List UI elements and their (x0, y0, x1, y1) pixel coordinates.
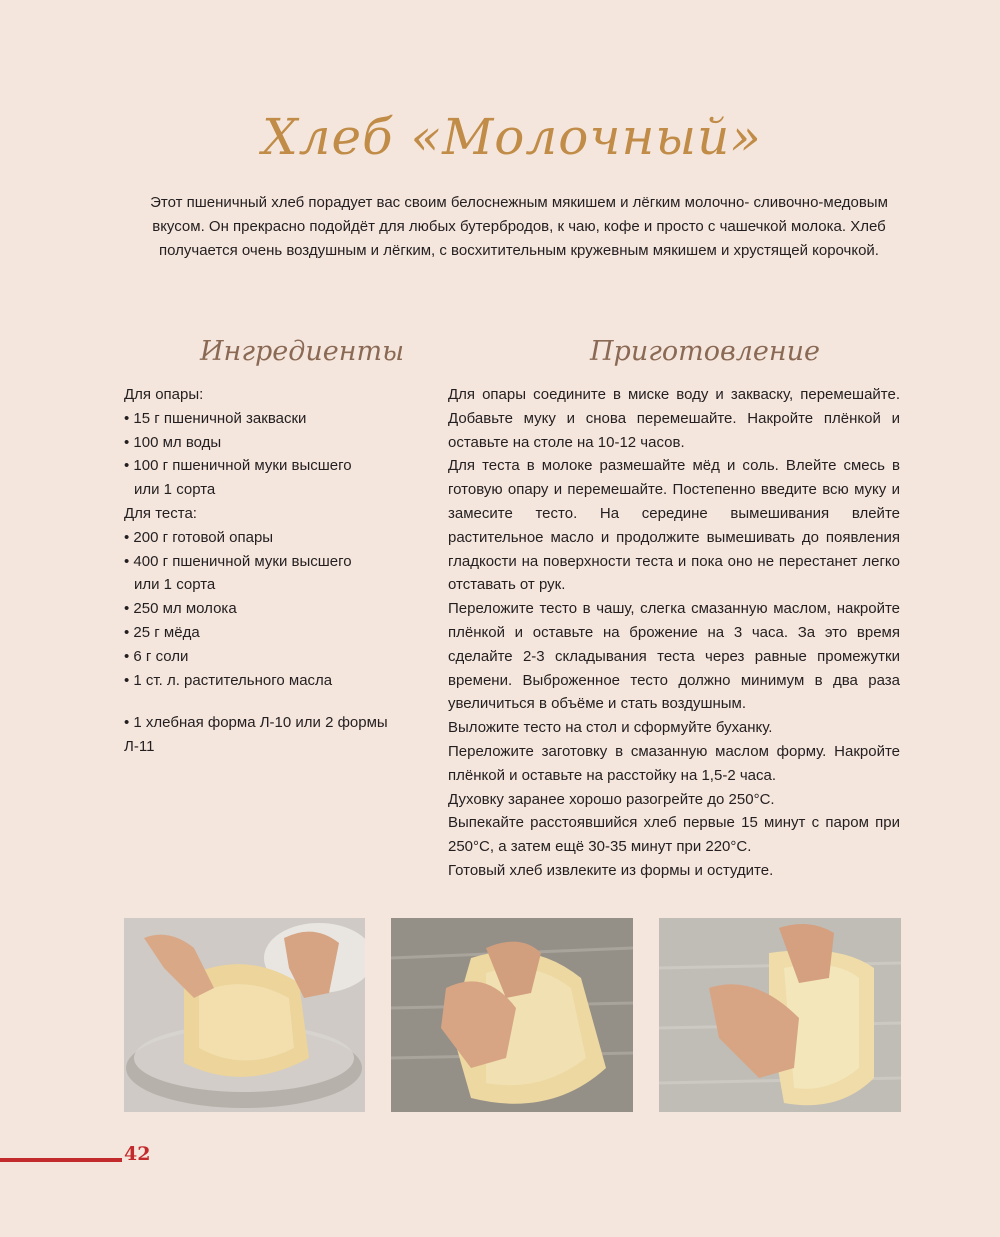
form-item-continuation: Л-11 (124, 738, 155, 756)
ingredients-list (124, 383, 424, 759)
ingredient-item: • 100 г пшеничной муки высшего (124, 457, 352, 475)
starter-label: Для опары: (124, 386, 204, 403)
ingredient-item: • 250 мл молока (124, 600, 237, 618)
photo-kneading-dough (391, 918, 633, 1112)
ingredient-item-continuation: или 1 сорта (134, 481, 216, 499)
photo-shaping-loaf (659, 918, 901, 1112)
method-step: Для опары соедините в миске воду и закваску, перемешайте. Добавьте муку и снова перемешайте. Накройте плёнкой и оставьте на столе на 10-12 часов. (448, 386, 900, 451)
ingredient-item: • 1 ст. л. растительного масла (124, 671, 333, 689)
ingredient-item: • 15 г пшеничной закваски (124, 409, 307, 427)
form-item: • 1 хлебная форма Л-10 или 2 формы (124, 714, 388, 732)
ingredients-heading: Ингредиенты (200, 336, 405, 367)
method-step: Духовку заранее хорошо разогрейте до 250°С. (448, 790, 775, 808)
method-step: Переложите заготовку в смазанную маслом форму. Накройте плёнкой и оставьте на расстойку на 1,5-2 часа. (448, 742, 900, 784)
ingredient-item: • 6 г соли (124, 647, 189, 665)
ingredient-item: • 400 г пшеничной муки высшего (124, 552, 352, 570)
method-step: Выпекайте расстоявшийся хлеб первые 15 минут с паром при 250°С, а затем ещё 30-35 минут при 220°С. (448, 814, 900, 856)
ingredient-item: • 100 мл воды (124, 433, 222, 451)
footer-accent-line (0, 1158, 122, 1162)
spacer (124, 692, 424, 711)
recipe-intro: Этот пшеничный хлеб порадует вас своим белоснежным мякишем и лёгким молочно- сливочно-медовым вкусом. Он прекрасно подойдёт для любых бутербродов, к чаю, кофе и просто с чашечкой молока. Хлеб получается очень воздушным и лёгким, с восхитительным кружевным мякишем и хрустящей корочкой. (150, 194, 888, 259)
method-step: Переложите тесто в чашу, слегка смазанную маслом, накройте плёнкой и оставьте на брожение на 3 часа. За это время сделайте 2-3 складывания теста через равные промежутки времени. Выброженное тесто должно минимум в два раза увеличиться в объёме и стать воздушным. (448, 600, 900, 713)
ingredient-item-continuation: или 1 сорта (134, 576, 216, 594)
method-heading: Приготовление (590, 336, 821, 367)
method-step: Выложите тесто на стол и сформуйте буханку. (448, 719, 773, 737)
recipe-title: Хлеб «Молочный» (262, 108, 762, 166)
method-text (448, 383, 900, 883)
photo-stretching-dough-in-bowl (124, 918, 365, 1112)
ingredient-item: • 200 г готовой опары (124, 528, 274, 546)
method-step: Готовый хлеб извлеките из формы и остудите. (448, 861, 774, 879)
page-number: 42 (124, 1143, 151, 1165)
dough-label: Для теста: (124, 504, 197, 522)
ingredient-item: • 25 г мёда (124, 623, 200, 641)
method-step: Для теста в молоке размешайте мёд и соль. Влейте смесь в готовую опару и перемешайте. Постепенно введите всю муку и замесите тесто. На середине вымешивания влейте растительное масло и продолжите вымешивать до появления гладкости на поверхности теста и пока оно не перестанет легко отставать от рук. (448, 457, 900, 594)
